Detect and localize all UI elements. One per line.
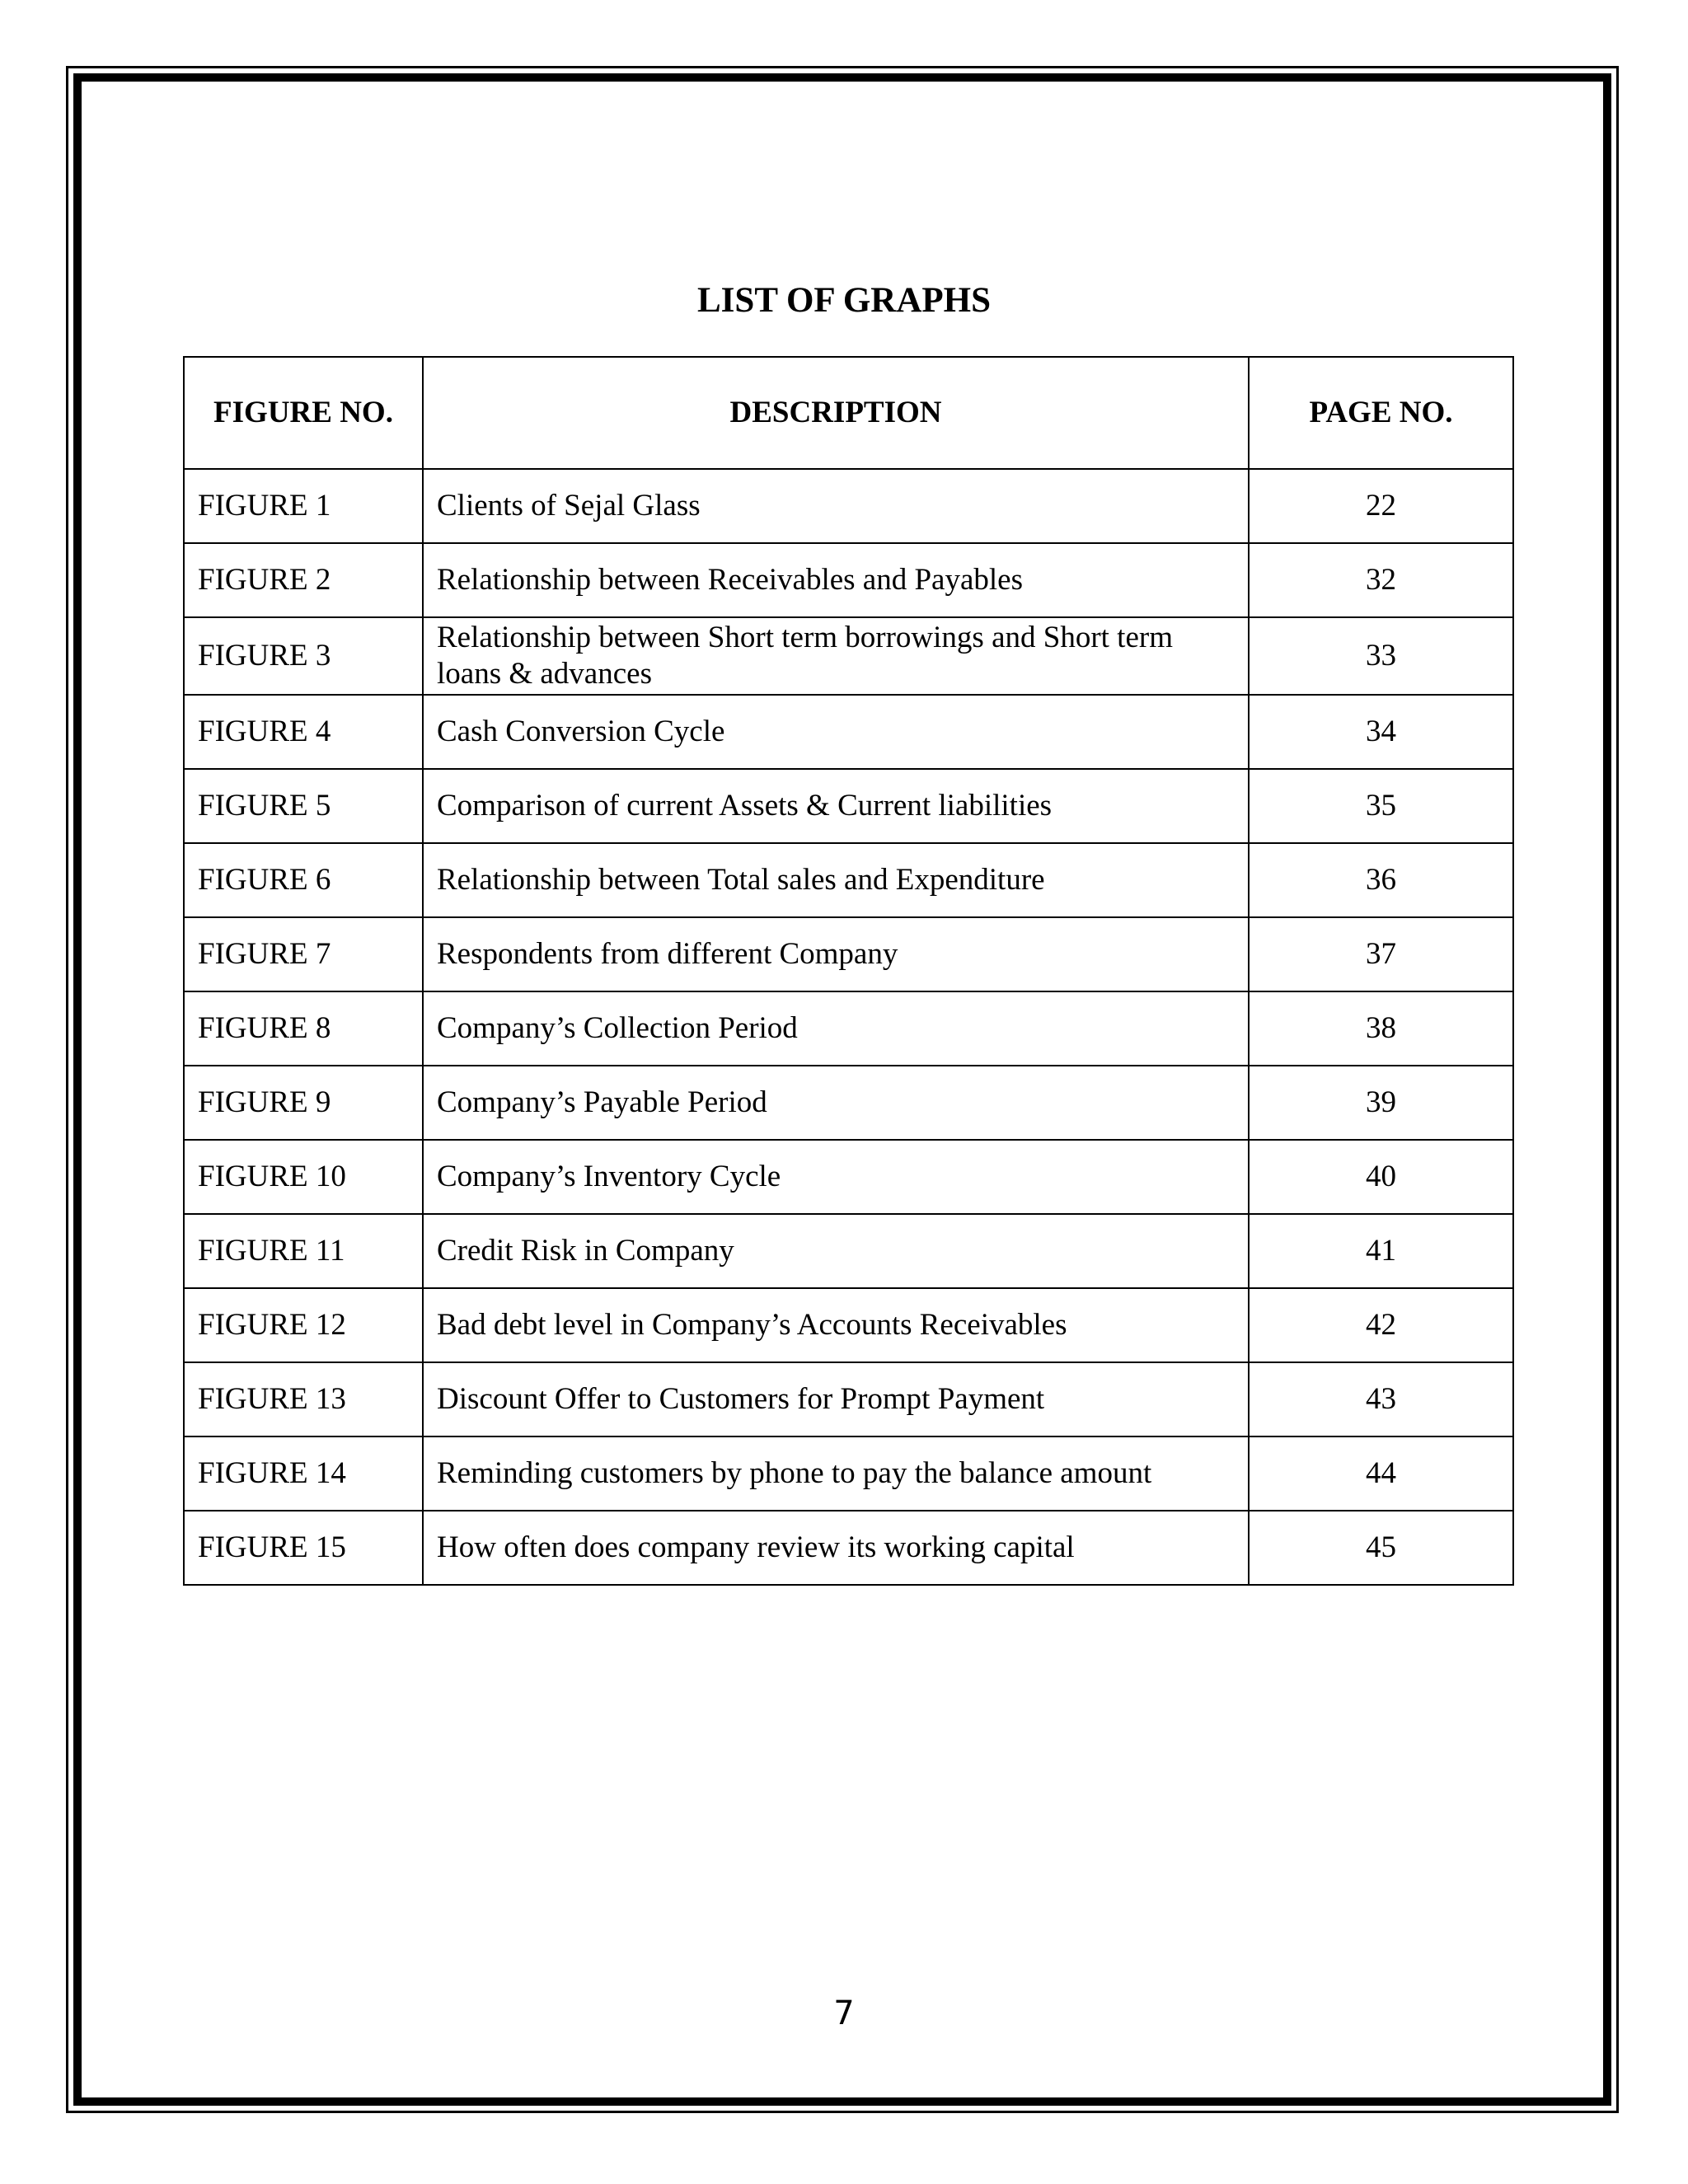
description-cell: Discount Offer to Customers for Prompt Payment bbox=[423, 1362, 1249, 1436]
table-row bbox=[184, 917, 1513, 991]
graphs-table bbox=[183, 356, 1514, 1586]
header-page-no: PAGE NO. bbox=[1249, 357, 1513, 469]
table-row bbox=[184, 991, 1513, 1066]
page-cell: 43 bbox=[1249, 1362, 1513, 1436]
page-title: LIST OF GRAPHS bbox=[696, 281, 992, 320]
header-description: DESCRIPTION bbox=[423, 357, 1249, 469]
table-row bbox=[184, 1288, 1513, 1362]
table-row bbox=[184, 843, 1513, 917]
figure-cell: FIGURE 14 bbox=[184, 1436, 423, 1511]
description-cell: Relationship between Receivables and Payables bbox=[423, 543, 1249, 617]
page-cell: 35 bbox=[1249, 769, 1513, 843]
description-cell: Respondents from different Company bbox=[423, 917, 1249, 991]
page-cell: 42 bbox=[1249, 1288, 1513, 1362]
description-cell: Clients of Sejal Glass bbox=[423, 469, 1249, 543]
page-cell: 34 bbox=[1249, 695, 1513, 769]
description-cell: Company’s Collection Period bbox=[423, 991, 1249, 1066]
page-number: 7 bbox=[833, 1994, 855, 2032]
figure-cell: FIGURE 9 bbox=[184, 1066, 423, 1140]
page-cell: 45 bbox=[1249, 1511, 1513, 1585]
page-cell: 40 bbox=[1249, 1140, 1513, 1214]
page-cell: 44 bbox=[1249, 1436, 1513, 1511]
header-figure-no: FIGURE NO. bbox=[184, 357, 423, 469]
page-cell: 36 bbox=[1249, 843, 1513, 917]
figure-cell: FIGURE 6 bbox=[184, 843, 423, 917]
figure-cell: FIGURE 7 bbox=[184, 917, 423, 991]
figure-cell: FIGURE 15 bbox=[184, 1511, 423, 1585]
page-cell: 39 bbox=[1249, 1066, 1513, 1140]
figure-cell: FIGURE 2 bbox=[184, 543, 423, 617]
table-header-row bbox=[184, 357, 1513, 469]
figure-cell: FIGURE 4 bbox=[184, 695, 423, 769]
page-cell: 38 bbox=[1249, 991, 1513, 1066]
table-row bbox=[184, 617, 1513, 695]
figure-cell: FIGURE 1 bbox=[184, 469, 423, 543]
table-row bbox=[184, 695, 1513, 769]
description-cell: Company’s Inventory Cycle bbox=[423, 1140, 1249, 1214]
page-cell: 32 bbox=[1249, 543, 1513, 617]
description-cell: Relationship between Short term borrowings and Short term loans & advances bbox=[423, 617, 1249, 695]
table-row bbox=[184, 1214, 1513, 1288]
figure-cell: FIGURE 8 bbox=[184, 991, 423, 1066]
description-cell: Credit Risk in Company bbox=[423, 1214, 1249, 1288]
page-cell: 41 bbox=[1249, 1214, 1513, 1288]
figure-cell: FIGURE 3 bbox=[184, 617, 423, 695]
description-cell: Bad debt level in Company’s Accounts Receivables bbox=[423, 1288, 1249, 1362]
figure-cell: FIGURE 5 bbox=[184, 769, 423, 843]
description-cell: Cash Conversion Cycle bbox=[423, 695, 1249, 769]
table-row bbox=[184, 1066, 1513, 1140]
figure-cell: FIGURE 13 bbox=[184, 1362, 423, 1436]
description-cell: Relationship between Total sales and Expenditure bbox=[423, 843, 1249, 917]
figure-cell: FIGURE 10 bbox=[184, 1140, 423, 1214]
table-row bbox=[184, 543, 1513, 617]
description-cell: Company’s Payable Period bbox=[423, 1066, 1249, 1140]
table-row bbox=[184, 1140, 1513, 1214]
figure-cell: FIGURE 11 bbox=[184, 1214, 423, 1288]
table-row bbox=[184, 1436, 1513, 1511]
description-cell: How often does company review its working capital bbox=[423, 1511, 1249, 1585]
description-cell: Reminding customers by phone to pay the balance amount bbox=[423, 1436, 1249, 1511]
page-cell: 33 bbox=[1249, 617, 1513, 695]
table-row bbox=[184, 769, 1513, 843]
table-row bbox=[184, 1511, 1513, 1585]
figure-cell: FIGURE 12 bbox=[184, 1288, 423, 1362]
page-cell: 22 bbox=[1249, 469, 1513, 543]
page-cell: 37 bbox=[1249, 917, 1513, 991]
description-cell: Comparison of current Assets & Current liabilities bbox=[423, 769, 1249, 843]
table-row bbox=[184, 1362, 1513, 1436]
table-row bbox=[184, 469, 1513, 543]
